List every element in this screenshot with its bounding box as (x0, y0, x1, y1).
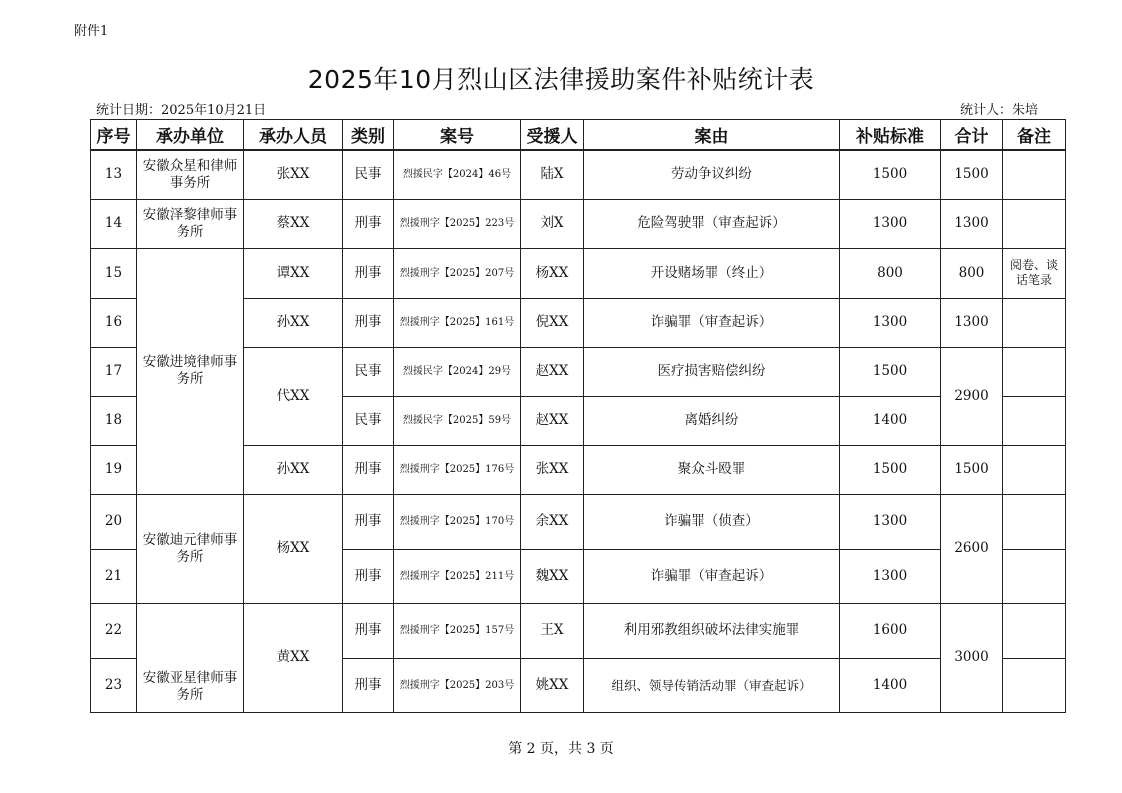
lawyer-cell: 谭XX (244, 248, 343, 298)
row-number: 15 (91, 248, 137, 298)
header-cell: 补贴标准 (840, 120, 941, 151)
subsidy-cell: 1400 (840, 396, 941, 445)
subsidy-table (90, 119, 1066, 713)
case-number-cell: 烈援刑字【2025】223号 (394, 199, 521, 248)
type-cell: 刑事 (343, 298, 394, 347)
total-cell: 1300 (941, 298, 1003, 347)
page-title: 2025年10月烈山区法律援助案件补贴统计表 (307, 65, 815, 94)
row-number: 16 (91, 298, 137, 347)
subsidy-cell: 1400 (840, 658, 941, 712)
case-number-cell: 烈援民字【2024】46号 (394, 150, 521, 199)
row-number: 13 (91, 150, 137, 199)
subsidy-cell: 1300 (840, 494, 941, 549)
type-cell: 民事 (343, 150, 394, 199)
lawyer-cell: 张XX (244, 150, 343, 199)
type-cell: 刑事 (343, 603, 394, 658)
total-cell: 800 (941, 248, 1003, 298)
case-number-cell: 烈援民字【2024】29号 (394, 347, 521, 396)
note-cell (1003, 494, 1066, 549)
subsidy-cell: 1300 (840, 549, 941, 603)
row-number: 19 (91, 445, 137, 494)
total-cell: 1500 (941, 445, 1003, 494)
recipient-cell: 赵XX (521, 396, 584, 445)
note-cell (1003, 445, 1066, 494)
lawyer-cell: 黄XX (244, 603, 343, 712)
subsidy-cell: 800 (840, 248, 941, 298)
firm-cell: 安徽进境律师事务所 (137, 248, 244, 494)
row-number: 22 (91, 603, 137, 658)
recipient-cell: 刘X (521, 199, 584, 248)
type-cell: 民事 (343, 396, 394, 445)
lawyer-cell: 蔡XX (244, 199, 343, 248)
case-number-cell: 烈援刑字【2025】203号 (394, 658, 521, 712)
cause-cell: 诈骗罪（审查起诉） (584, 549, 840, 603)
header-cell: 承办人员 (244, 120, 343, 151)
case-number-cell: 烈援民字【2025】59号 (394, 396, 521, 445)
case-number-cell: 烈援刑字【2025】170号 (394, 494, 521, 549)
row-number: 23 (91, 658, 137, 712)
total-cell: 2600 (941, 494, 1003, 603)
recipient-cell: 余XX (521, 494, 584, 549)
recipient-cell: 杨XX (521, 248, 584, 298)
note-cell (1003, 396, 1066, 445)
header-cell: 备注 (1003, 120, 1066, 151)
recipient-cell: 王X (521, 603, 584, 658)
subsidy-cell: 1500 (840, 150, 941, 199)
cause-cell: 开设赌场罪（终止） (584, 248, 840, 298)
cause-cell: 聚众斗殴罪 (584, 445, 840, 494)
recipient-cell: 赵XX (521, 347, 584, 396)
note-cell (1003, 347, 1066, 396)
note-cell (1003, 298, 1066, 347)
cause-cell: 危险驾驶罪（审查起诉） (584, 199, 840, 248)
header-cell: 合计 (941, 120, 1003, 151)
recipient-cell: 姚XX (521, 658, 584, 712)
case-number-cell: 烈援刑字【2025】157号 (394, 603, 521, 658)
firm-cell: 安徽泽黎律师事务所 (137, 199, 244, 248)
table-row (91, 494, 1066, 549)
note-cell (1003, 603, 1066, 658)
note-cell (1003, 199, 1066, 248)
page-footer: 第 2 页，共 3 页 (508, 741, 614, 757)
recipient-cell: 陆X (521, 150, 584, 199)
total-cell: 1300 (941, 199, 1003, 248)
recipient-cell: 张XX (521, 445, 584, 494)
cause-cell: 诈骗罪（审查起诉） (584, 298, 840, 347)
recipient-cell: 魏XX (521, 549, 584, 603)
statistician: 统计人：朱培 (959, 103, 1038, 118)
row-number: 14 (91, 199, 137, 248)
header-row (91, 120, 1066, 151)
total-cell: 2900 (941, 347, 1003, 445)
type-cell: 刑事 (343, 549, 394, 603)
lawyer-cell: 代XX (244, 347, 343, 445)
table-row (91, 150, 1066, 199)
type-cell: 刑事 (343, 494, 394, 549)
type-cell: 刑事 (343, 199, 394, 248)
note-cell (1003, 549, 1066, 603)
case-number-cell: 烈援刑字【2025】161号 (394, 298, 521, 347)
subsidy-cell: 1300 (840, 298, 941, 347)
cause-cell: 组织、领导传销活动罪（审查起诉） (584, 658, 840, 712)
header-cell: 案号 (394, 120, 521, 151)
table-row (91, 199, 1066, 248)
cause-cell: 离婚纠纷 (584, 396, 840, 445)
cause-cell: 医疗损害赔偿纠纷 (584, 347, 840, 396)
row-number: 21 (91, 549, 137, 603)
type-cell: 民事 (343, 347, 394, 396)
row-number: 20 (91, 494, 137, 549)
lawyer-cell: 杨XX (244, 494, 343, 603)
case-number-cell: 烈援刑字【2025】176号 (394, 445, 521, 494)
header-cell: 类别 (343, 120, 394, 151)
total-cell: 1500 (941, 150, 1003, 199)
header-cell: 承办单位 (137, 120, 244, 151)
subsidy-cell: 1500 (840, 445, 941, 494)
subsidy-cell: 1500 (840, 347, 941, 396)
cause-cell: 劳动争议纠纷 (584, 150, 840, 199)
recipient-cell: 倪XX (521, 298, 584, 347)
subsidy-cell: 1300 (840, 199, 941, 248)
firm-cell: 安徽众星和律师事务所 (137, 150, 244, 199)
table-row (91, 248, 1066, 298)
type-cell: 刑事 (343, 658, 394, 712)
type-cell: 刑事 (343, 248, 394, 298)
table-row (91, 603, 1066, 658)
type-cell: 刑事 (343, 445, 394, 494)
header-cell: 受援人 (521, 120, 584, 151)
header-cell: 序号 (91, 120, 137, 151)
lawyer-cell: 孙XX (244, 298, 343, 347)
note-cell (1003, 150, 1066, 199)
header-cell: 案由 (584, 120, 840, 151)
firm-cell: 安徽亚星律师事务所 (137, 603, 244, 712)
total-cell: 3000 (941, 603, 1003, 712)
lawyer-cell: 孙XX (244, 445, 343, 494)
attachment-label: 附件1 (74, 24, 109, 39)
case-number-cell: 烈援刑字【2025】211号 (394, 549, 521, 603)
note-cell (1003, 658, 1066, 712)
row-number: 18 (91, 396, 137, 445)
stat-date: 统计日期：2025年10月21日 (96, 103, 267, 118)
cause-cell: 诈骗罪（侦查） (584, 494, 840, 549)
case-number-cell: 烈援刑字【2025】207号 (394, 248, 521, 298)
note-cell: 阅卷、谈话笔录 (1003, 248, 1066, 298)
cause-cell: 利用邪教组织破坏法律实施罪 (584, 603, 840, 658)
firm-cell: 安徽迪元律师事务所 (137, 494, 244, 603)
row-number: 17 (91, 347, 137, 396)
subsidy-cell: 1600 (840, 603, 941, 658)
